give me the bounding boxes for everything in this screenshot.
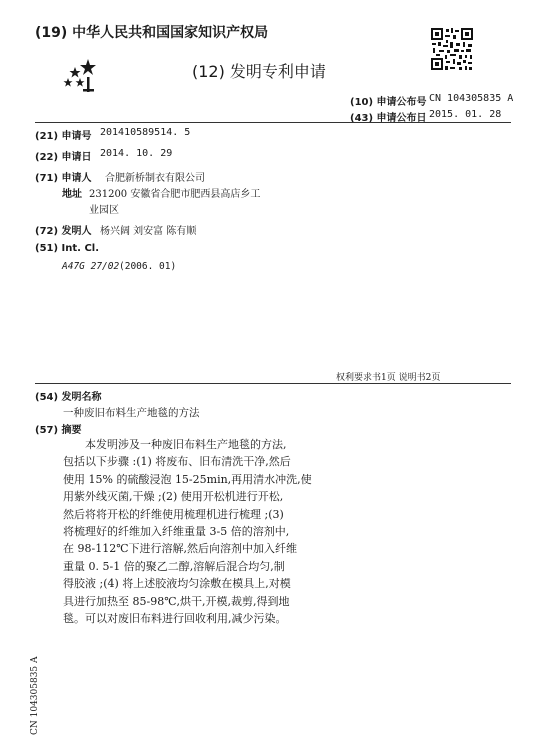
abstract-line: 然后将将开松的纤维使用梳理机进行梳理 ;(3): [63, 507, 284, 521]
inventor-names: 杨兴阔 刘安富 陈有顺: [100, 226, 197, 237]
abstract-line: 包括以下步骤 :(1) 将废布、旧布清洗干净,然后: [63, 455, 291, 469]
application-number-label: (21) 申请号: [35, 131, 92, 142]
sipo-emblem-icon: [62, 58, 100, 94]
abstract-body: [63, 436, 471, 627]
abstract-line: 使用 15% 的硫酸浸泡 15-25min,再用清水冲洗,使: [63, 472, 312, 486]
qr-code-icon: [430, 27, 474, 71]
address-label: 地址: [62, 189, 82, 200]
abstract-label: (57) 摘要: [35, 425, 82, 436]
filing-date-label: (22) 申请日: [35, 152, 92, 163]
abstract-line: 具进行加热至 85-98℃,烘干,开模,裁剪,得到地: [63, 594, 290, 608]
abstract-line: 毯。可以对废旧布料进行回收利用,减少污染。: [63, 612, 287, 626]
side-publication-number: CN 104305835 A: [30, 656, 40, 735]
ipc-version: (2006. 01): [119, 261, 177, 272]
invention-title-label: (54) 发明名称: [35, 392, 102, 403]
publication-date: 2015. 01. 28: [429, 109, 502, 120]
publication-date-label: (43) 申请公布日: [350, 113, 427, 124]
ipc-code: A47G 27/02: [62, 261, 120, 272]
abstract-line: 用紫外线灭菌,干燥 ;(2) 使用开松机进行开松,: [63, 490, 284, 504]
applicant-name: 合肥新桥制衣有限公司: [105, 173, 205, 184]
application-number: 201410589514. 5: [100, 127, 191, 138]
abstract-line: 重量 0. 5-1 倍的聚乙二醇,溶解后混合均匀,制: [63, 559, 285, 573]
publication-number-label: (10) 申请公布号: [350, 97, 427, 108]
address-line-1: 231200 安徽省合肥市肥西县高店乡工: [89, 189, 261, 200]
invention-title: 一种废旧布料生产地毯的方法: [63, 407, 200, 419]
inventor-label: (72) 发明人: [35, 226, 92, 237]
document-type: (12) 发明专利申请: [192, 62, 326, 81]
header-divider: [35, 122, 511, 123]
address-line-2: 业园区: [89, 205, 119, 216]
ipc-label: (51) Int. Cl.: [35, 243, 100, 254]
abstract-line: 本发明涉及一种废旧布料生产地毯的方法,: [85, 438, 287, 451]
abstract-line: 将梳理好的纤维加入纤维重量 3-5 倍的溶剂中,: [63, 525, 290, 539]
abstract-line: 得胶液 ;(4) 将上述胶液均匀涂敷在模具上,对模: [63, 577, 291, 591]
abstract-line: 在 98-112℃下进行溶解,然后向溶剂中加入纤维: [63, 542, 298, 556]
publication-number: CN 104305835 A: [429, 93, 514, 104]
patent-office-name: (19) 中华人民共和国国家知识产权局: [35, 25, 269, 41]
section-divider: [35, 383, 511, 384]
filing-date: 2014. 10. 29: [100, 148, 173, 159]
applicant-label: (71) 申请人: [35, 173, 92, 184]
page-count-info: 权利要求书1页 说明书2页: [336, 373, 441, 383]
